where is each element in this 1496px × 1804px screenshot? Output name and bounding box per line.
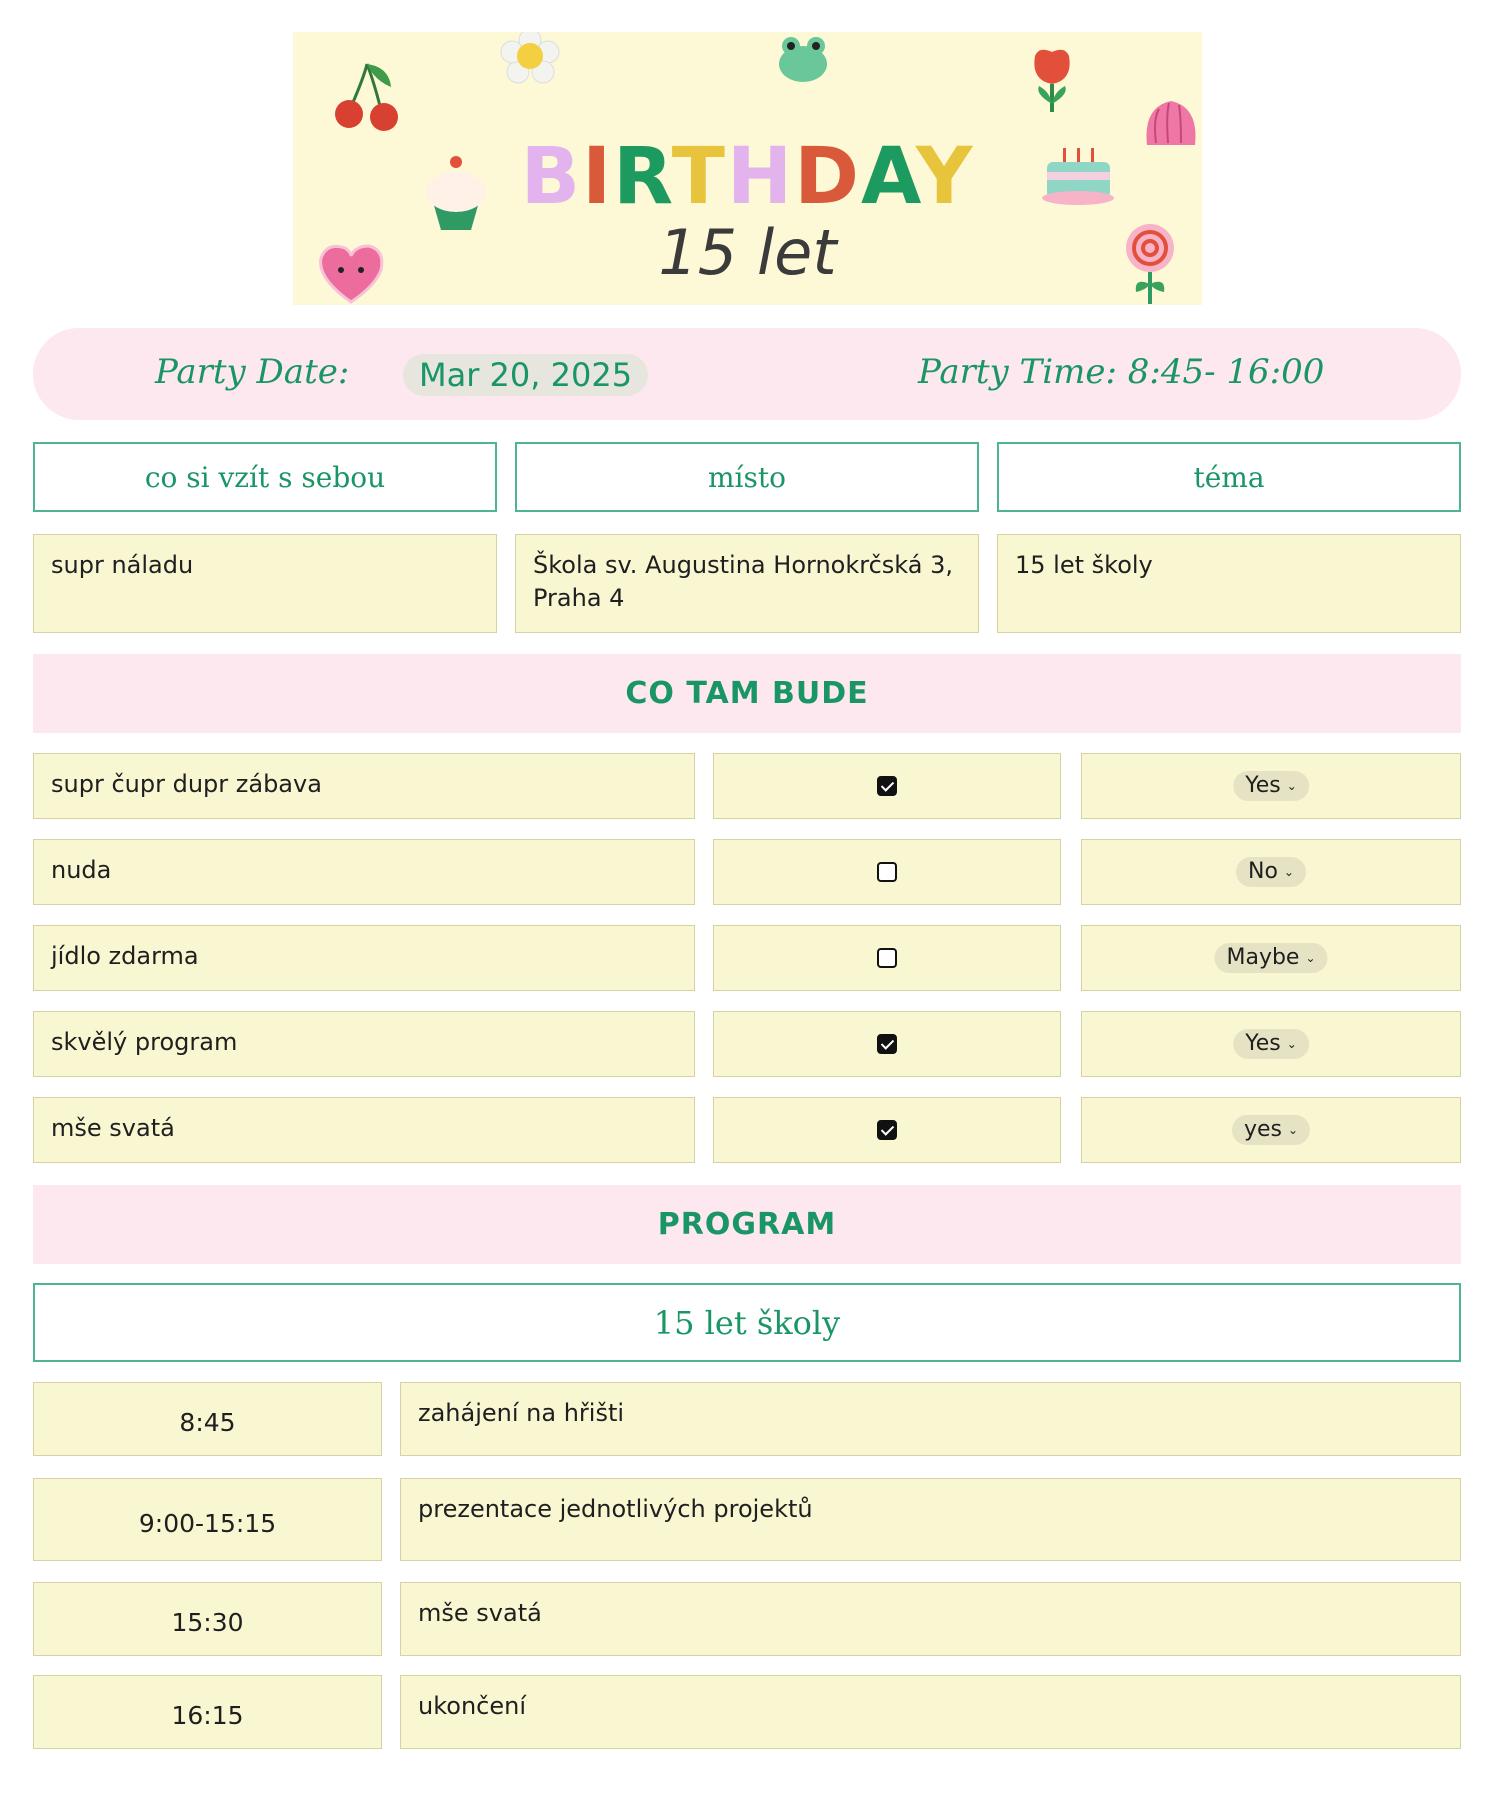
program-desc-cell[interactable] xyxy=(400,1675,1461,1749)
birthday-banner xyxy=(293,32,1202,305)
section-co-tam-bude: CO TAM BUDE xyxy=(33,654,1461,733)
choice-dropdown[interactable] xyxy=(1233,1029,1309,1059)
choice-value: Yes xyxy=(1245,1031,1281,1056)
info-value-text: supr náladu xyxy=(51,551,194,579)
program-time: 16:15 xyxy=(171,1701,244,1730)
chevron-down-icon: ⌄ xyxy=(1286,1037,1297,1051)
choice-dropdown[interactable] xyxy=(1236,857,1306,887)
frog-icon xyxy=(776,32,831,87)
banner-title-letter: Y xyxy=(915,132,975,222)
checkbox-unchecked[interactable] xyxy=(877,948,897,968)
header-co-si-vzit: co si vzít s sebou xyxy=(33,442,497,512)
banner-subtitle: 15 let xyxy=(658,216,837,289)
party-info-bar xyxy=(33,328,1461,420)
item-label-cell[interactable] xyxy=(33,1097,695,1163)
party-time-label: Party Time: 8:45- 16:00 xyxy=(918,352,1325,392)
item-check-cell xyxy=(713,925,1061,991)
section-program: PROGRAM xyxy=(33,1185,1461,1264)
item-label: jídlo zdarma xyxy=(51,942,199,970)
program-time: 15:30 xyxy=(171,1608,244,1637)
banner-title-letter: B xyxy=(520,132,583,222)
checkbox-checked[interactable] xyxy=(877,1034,897,1054)
program-desc-cell[interactable] xyxy=(400,1582,1461,1656)
item-label: mše svatá xyxy=(51,1114,175,1142)
banner-title-letter: D xyxy=(794,132,861,222)
program-time-cell[interactable] xyxy=(33,1382,382,1456)
banner-title xyxy=(293,132,1202,222)
info-value-text: Škola sv. Augustina Hornokrčská 3, Praha 4 xyxy=(533,551,953,612)
choice-value: No xyxy=(1248,859,1278,884)
item-choice-cell xyxy=(1081,839,1461,905)
choice-value: yes xyxy=(1243,1117,1282,1142)
item-choice-cell xyxy=(1081,753,1461,819)
info-value-misto[interactable] xyxy=(515,534,979,633)
choice-value: Yes xyxy=(1245,773,1281,798)
item-label-cell[interactable] xyxy=(33,925,695,991)
header-misto: místo xyxy=(515,442,979,512)
choice-dropdown[interactable] xyxy=(1214,943,1327,973)
item-check-cell xyxy=(713,839,1061,905)
program-desc: ukončení xyxy=(418,1692,526,1720)
item-check-cell xyxy=(713,753,1061,819)
choice-value: Maybe xyxy=(1226,945,1300,970)
item-label-cell[interactable] xyxy=(33,1011,695,1077)
program-subtitle: 15 let školy xyxy=(33,1283,1461,1362)
item-check-cell xyxy=(713,1011,1061,1077)
item-check-cell xyxy=(713,1097,1061,1163)
program-time-cell[interactable] xyxy=(33,1478,382,1561)
program-time: 8:45 xyxy=(179,1408,236,1437)
item-choice-cell xyxy=(1081,1011,1461,1077)
tulip-icon xyxy=(1025,44,1080,114)
chevron-down-icon: ⌄ xyxy=(1287,1123,1299,1137)
checkbox-unchecked[interactable] xyxy=(877,862,897,882)
choice-dropdown[interactable] xyxy=(1232,1115,1310,1145)
banner-title-letter: R xyxy=(613,132,672,222)
program-desc-cell[interactable] xyxy=(400,1478,1461,1561)
banner-title-letter: I xyxy=(582,132,614,222)
checkbox-checked[interactable] xyxy=(877,1120,897,1140)
program-desc: mše svatá xyxy=(418,1599,542,1627)
item-label: skvělý program xyxy=(51,1028,238,1056)
flower-smiley-icon xyxy=(498,32,563,87)
program-time-cell[interactable] xyxy=(33,1582,382,1656)
chevron-down-icon: ⌄ xyxy=(1283,865,1294,879)
banner-title-letter: H xyxy=(726,132,795,222)
item-label: supr čupr dupr zábava xyxy=(51,770,322,798)
cherry-icon xyxy=(329,62,404,132)
choice-dropdown[interactable] xyxy=(1233,771,1309,801)
banner-title-letter: T xyxy=(671,132,727,222)
header-tema: téma xyxy=(997,442,1461,512)
program-desc: prezentace jednotlivých projektů xyxy=(418,1495,813,1523)
info-value-tema[interactable] xyxy=(997,534,1461,633)
item-choice-cell xyxy=(1081,1097,1461,1163)
item-choice-cell xyxy=(1081,925,1461,991)
party-date-chip[interactable]: Mar 20, 2025 xyxy=(403,354,648,396)
program-time-cell[interactable] xyxy=(33,1675,382,1749)
banner-title-letter: A xyxy=(860,132,916,222)
info-value-text: 15 let školy xyxy=(1015,551,1153,579)
chevron-down-icon: ⌄ xyxy=(1305,951,1316,965)
checkbox-checked[interactable] xyxy=(877,776,897,796)
item-label-cell[interactable] xyxy=(33,839,695,905)
chevron-down-icon: ⌄ xyxy=(1286,779,1297,793)
item-label-cell[interactable] xyxy=(33,753,695,819)
program-desc: zahájení na hřišti xyxy=(418,1399,625,1427)
item-label: nuda xyxy=(51,856,112,884)
party-date-label: Party Date: xyxy=(155,352,350,392)
program-time: 9:00-15:15 xyxy=(138,1508,277,1538)
program-desc-cell[interactable] xyxy=(400,1382,1461,1456)
info-value-co-si-vzit[interactable] xyxy=(33,534,497,633)
